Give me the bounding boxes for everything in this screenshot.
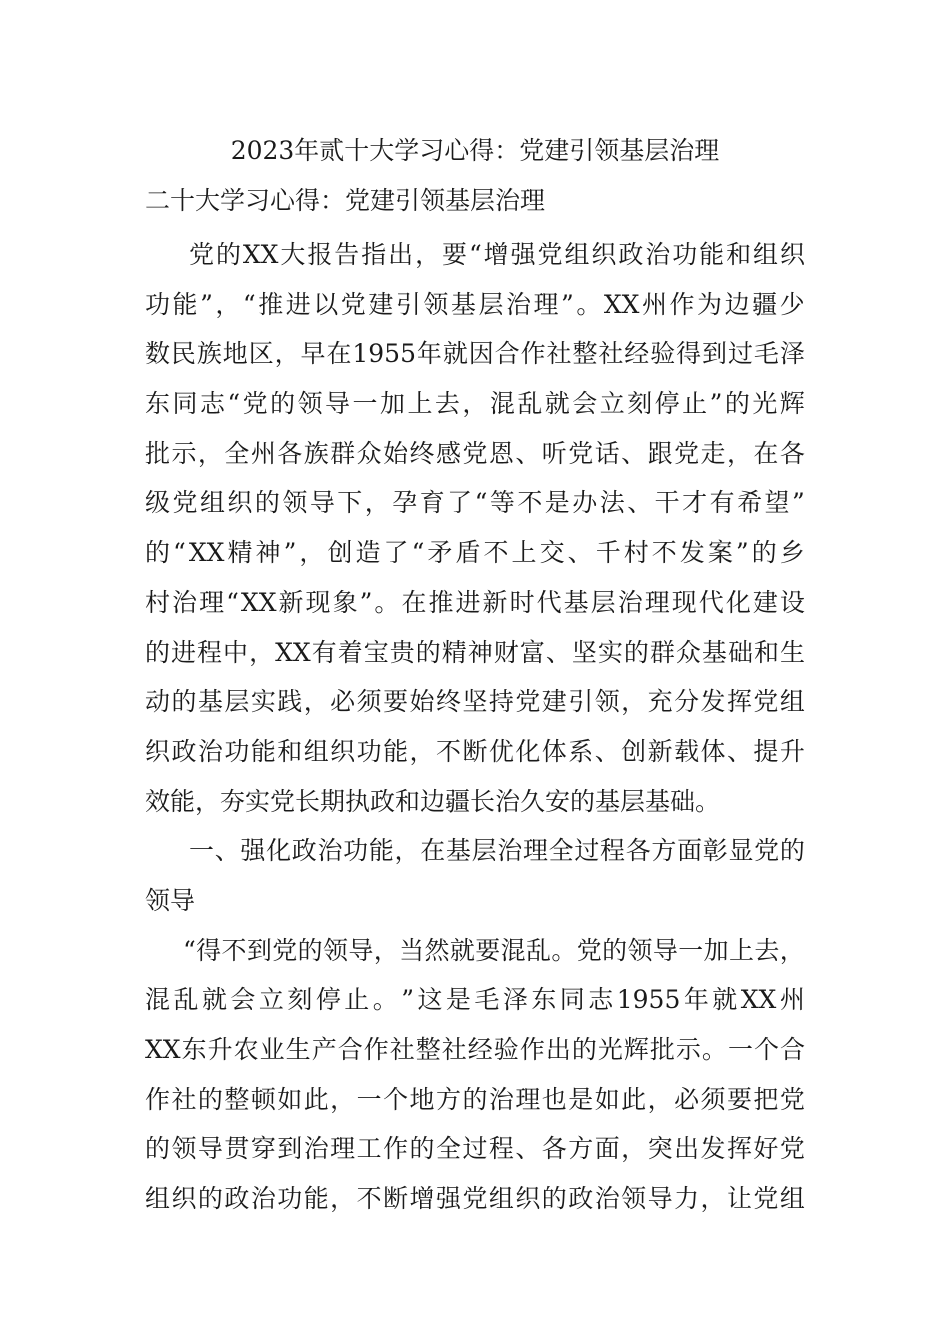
text-line: XX 东 升 农 业 生 产 合 作 社 整 社 经 验 作 出 的 光 辉 批 示 。 一 个 合 bbox=[145, 1035, 805, 1064]
paragraph bbox=[145, 230, 805, 826]
text-line: 东 同 志 “ 党 的 领 导 一 加 上 去 ， 混 乱 就 会 立 刻 停 止 ” 的 光 辉 bbox=[145, 389, 805, 419]
text-line: 村 治 理 “ XX 新 现 象 ” 。 在 推 进 新 时 代 基 层 治 理 现 代 化 建 设 bbox=[145, 587, 805, 617]
text-line: 党 的 XX 大 报 告 指 出 ， 要 “ 增 强 党 组 织 政 治 功 能 和 组 织 bbox=[189, 240, 805, 269]
text-line: 的 进 程 中 ， XX 有 着 宝 贵 的 精 神 财 富 、 坚 实 的 群 众 基 础 和 生 bbox=[145, 637, 805, 667]
text-line: 的 “ XX 精 神 ” ， 创 造 了 “ 矛 盾 不 上 交 、 千 村 不 发 案 ” 的 乡 bbox=[145, 538, 805, 568]
text-line: 一 、 强 化 政 治 功 能 ， 在 基 层 治 理 全 过 程 各 方 面 彰 显 党 的 bbox=[189, 836, 805, 866]
paragraph bbox=[145, 926, 805, 1224]
text-line: 动 的 基 层 实 践 ， 必 须 要 始 终 坚 持 党 建 引 领 ， 充 分 发 挥 党 组 bbox=[145, 687, 805, 717]
text-line: 功 能 ” ， “ 推 进 以 党 建 引 领 基 层 治 理 ” 。 XX 州 作 为 边 疆 少 bbox=[145, 289, 805, 319]
section-heading bbox=[145, 826, 805, 925]
text-line: 的 领 导 贯 穿 到 治 理 工 作 的 全 过 程 、 各 方 面 ， 突 出 发 挥 好 党 bbox=[145, 1134, 805, 1164]
document-body bbox=[145, 230, 805, 1224]
text-line: 织 政 治 功 能 和 组 织 功 能 ， 不 断 优 化 体 系 、 创 新 载 体 、 提 升 bbox=[145, 736, 805, 766]
text-line: 数 民 族 地 区 ， 早 在 1955 年 就 因 合 作 社 整 社 经 验 得 到 过 毛 泽 bbox=[145, 339, 805, 369]
text-line: 级 党 组 织 的 领 导 下 ， 孕 育 了 “ 等 不 是 办 法 、 干 才 有 希 望 ” bbox=[145, 488, 805, 518]
text-line: 组 织 的 政 治 功 能 ， 不 断 增 强 党 组 织 的 政 治 领 导 力 ， 让 党 组 bbox=[145, 1184, 805, 1214]
text-line: 混 乱 就 会 立 刻 停 止 。 ” 这 是 毛 泽 东 同 志 1955 年 就 XX 州 bbox=[145, 985, 805, 1015]
text-line: 批 示 ， 全 州 各 族 群 众 始 终 感 党 恩 、 听 党 话 、 跟 党 走 ， 在 各 bbox=[145, 438, 805, 468]
text-line: 领导 bbox=[145, 885, 196, 915]
document-subtitle: 二十大学习心得：党建引领基层治理 bbox=[145, 186, 546, 215]
text-line: 作 社 的 整 顿 如 此 ， 一 个 地 方 的 治 理 也 是 如 此 ， 必 须 要 把 党 bbox=[145, 1084, 805, 1114]
text-line: “ 得 不 到 党 的 领 导 ， 当 然 就 要 混 乱 。 党 的 领 导 一 加 上 去 ， bbox=[183, 935, 805, 965]
document-title: 2023年贰十大学习心得：党建引领基层治理 bbox=[230, 136, 720, 165]
text-line: 效能，夯实党长期执政和边疆长治久安的基层基础。 bbox=[145, 786, 721, 816]
